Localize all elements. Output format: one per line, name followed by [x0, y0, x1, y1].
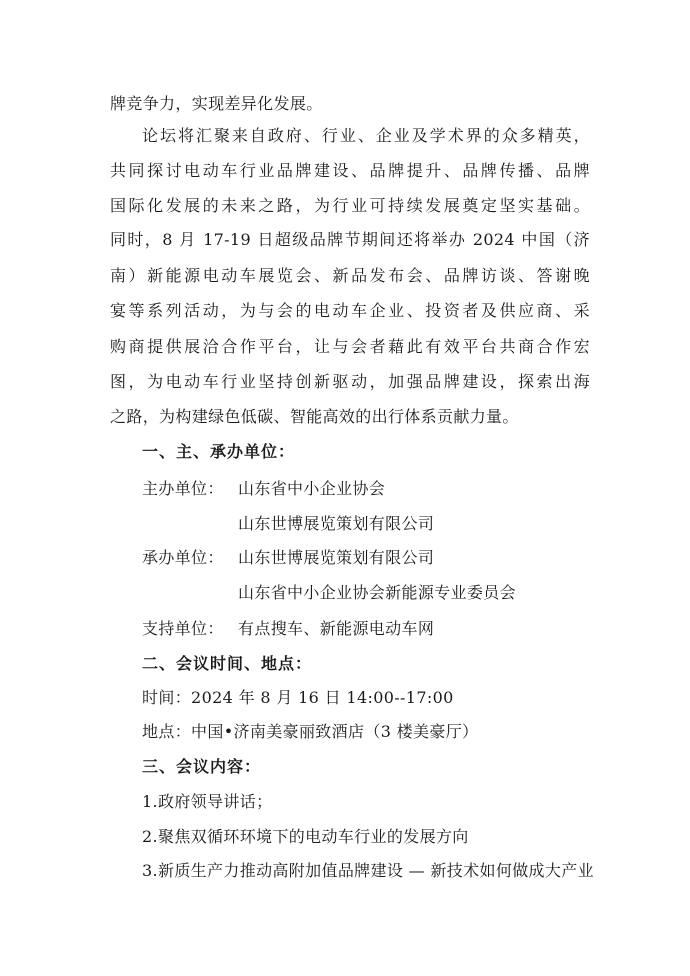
organizer-unit-row: [142, 548, 622, 568]
section-heading: 二、会议时间、地点：: [142, 654, 313, 673]
paragraph-line: 论坛将汇聚来自政府、行业、企业及学术界的众多精英，: [142, 126, 590, 145]
host-unit-label: 主办单位：: [142, 479, 224, 498]
support-unit-row: [142, 619, 622, 639]
paragraph-line: 购商提供展洽合作平台，让与会者藉此有效平台共商合作宏: [110, 337, 590, 356]
paragraph-line: 牌竞争力，实现差异化发展。: [110, 94, 323, 113]
paragraph-line: 之路，为构建绿色低碳、智能高效的出行体系贡献力量。: [110, 407, 519, 426]
host-unit-row: [142, 479, 622, 499]
agenda-item: 3.新质生产力推动高附加值品牌建设 — 新技术如何做成大产业: [142, 861, 594, 880]
paragraph-line: 同时，8 月 17-19 日超级品牌节期间还将举办 2024 中国（济: [110, 230, 590, 249]
host-unit-value: 山东世博展览策划有限公司: [238, 514, 435, 533]
organizer-unit-value: 山东世博展览策划有限公司: [238, 548, 435, 567]
paragraph-line: 共同探讨电动车行业品牌建设、品牌提升、品牌传播、品牌: [110, 161, 590, 180]
section-heading: 三、会议内容：: [142, 757, 262, 776]
agenda-item: 2.聚焦双循环环境下的电动车行业的发展方向: [142, 827, 469, 846]
organizer-unit-value: 山东省中小企业协会新能源专业委员会: [238, 583, 516, 602]
agenda-item: 1.政府领导讲话；: [142, 792, 273, 811]
section-heading: 一、主、承办单位：: [142, 442, 296, 461]
host-unit-value: 山东省中小企业协会: [238, 479, 386, 498]
support-unit-value: 有点搜车、新能源电动车网: [238, 619, 435, 638]
paragraph-line: 图，为电动车行业坚持创新驱动，加强品牌建设，探索出海: [110, 372, 590, 391]
organizer-unit-label: 承办单位：: [142, 548, 224, 567]
paragraph-line: 宴等系列活动，为与会的电动车企业、投资者及供应商、采: [110, 301, 590, 320]
support-unit-label: 支持单位：: [142, 619, 224, 638]
meeting-place: 地点：中国•济南美豪丽致酒店（3 楼美豪厅）: [142, 722, 479, 741]
paragraph-line: 南）新能源电动车展览会、新品发布会、品牌访谈、答谢晚: [110, 266, 590, 285]
paragraph-line: 国际化发展的未来之路，为行业可持续发展奠定坚实基础。: [110, 196, 590, 215]
meeting-time: 时间：2024 年 8 月 16 日 14:00--17:00: [142, 688, 454, 707]
